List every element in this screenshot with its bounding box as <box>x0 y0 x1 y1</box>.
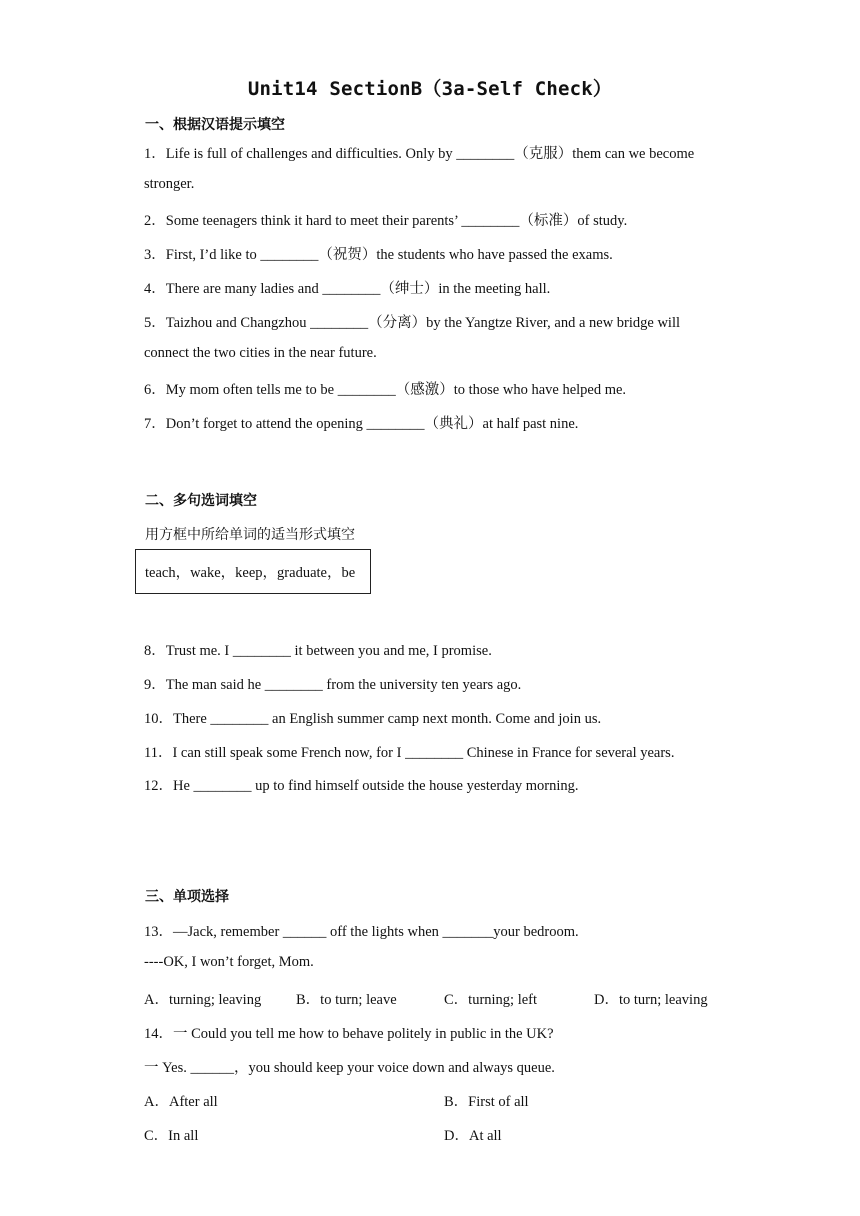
question-line: 11．I can still speak some French now, for I ________ Chinese in France for several years. <box>144 745 675 761</box>
word-box-text: teach，wake，keep，graduate，be <box>145 565 356 581</box>
question-14-stem: 14．一 Could you tell me how to behave politely in public in the UK? <box>144 1026 554 1042</box>
option-a[interactable]: A．After all <box>144 1094 218 1110</box>
option-d[interactable]: D．At all <box>444 1128 502 1144</box>
question-line: 4．There are many ladies and ________（绅士）in the meeting hall. <box>144 281 551 297</box>
question-line: 3．First, I’d like to ________（祝贺）the students who have passed the exams. <box>144 247 613 263</box>
question-line: 5．Taizhou and Changzhou ________（分离）by the Yangtze River, and a new bridge will <box>144 315 681 331</box>
option-b[interactable]: B．to turn; leave <box>296 992 397 1008</box>
option-c[interactable]: C．In all <box>144 1128 199 1144</box>
option-c[interactable]: C．turning; left <box>444 992 538 1008</box>
question-13-reply: ----OK, I won’t forget, Mom. <box>144 954 314 970</box>
question-line: connect the two cities in the near future. <box>144 345 377 361</box>
option-b[interactable]: B．First of all <box>444 1094 529 1110</box>
question-line: 7．Don’t forget to attend the opening ________（典礼）at half past nine. <box>144 416 579 432</box>
question-line: 9．The man said he ________ from the university ten years ago. <box>144 677 522 693</box>
question-line: 6．My mom often tells me to be ________（感激）to those who have helped me. <box>144 382 627 398</box>
section-2-heading: 二、多句选词填空 <box>145 493 257 509</box>
question-line: 10．There ________ an English summer camp next month. Come and join us. <box>144 711 602 727</box>
page-title: Unit14 SectionB（3a-Self Check） <box>247 78 613 100</box>
question-14-reply: 一 Yes. ______，you should keep your voice down and always queue. <box>144 1060 555 1076</box>
question-line: 1．Life is full of challenges and difficulties. Only by ________（克服）them can we become <box>144 146 695 162</box>
question-line: 12．He ________ up to find himself outside the house yesterday morning. <box>144 778 579 794</box>
option-a[interactable]: A．turning; leaving <box>144 992 262 1008</box>
option-d[interactable]: D．to turn; leaving <box>594 992 708 1008</box>
section-1-heading: 一、根据汉语提示填空 <box>145 117 285 133</box>
question-13-stem: 13．—Jack, remember ______ off the lights when _______your bedroom. <box>144 924 579 940</box>
question-line: 8．Trust me. I ________ it between you and me, I promise. <box>144 643 492 659</box>
section-2-instruction: 用方框中所给单词的适当形式填空 <box>145 527 355 543</box>
section-3-heading: 三、单项选择 <box>145 889 229 905</box>
question-line: 2．Some teenagers think it hard to meet their parents’ ________（标准）of study. <box>144 213 628 229</box>
word-box <box>135 549 371 594</box>
question-line: stronger. <box>144 176 195 192</box>
